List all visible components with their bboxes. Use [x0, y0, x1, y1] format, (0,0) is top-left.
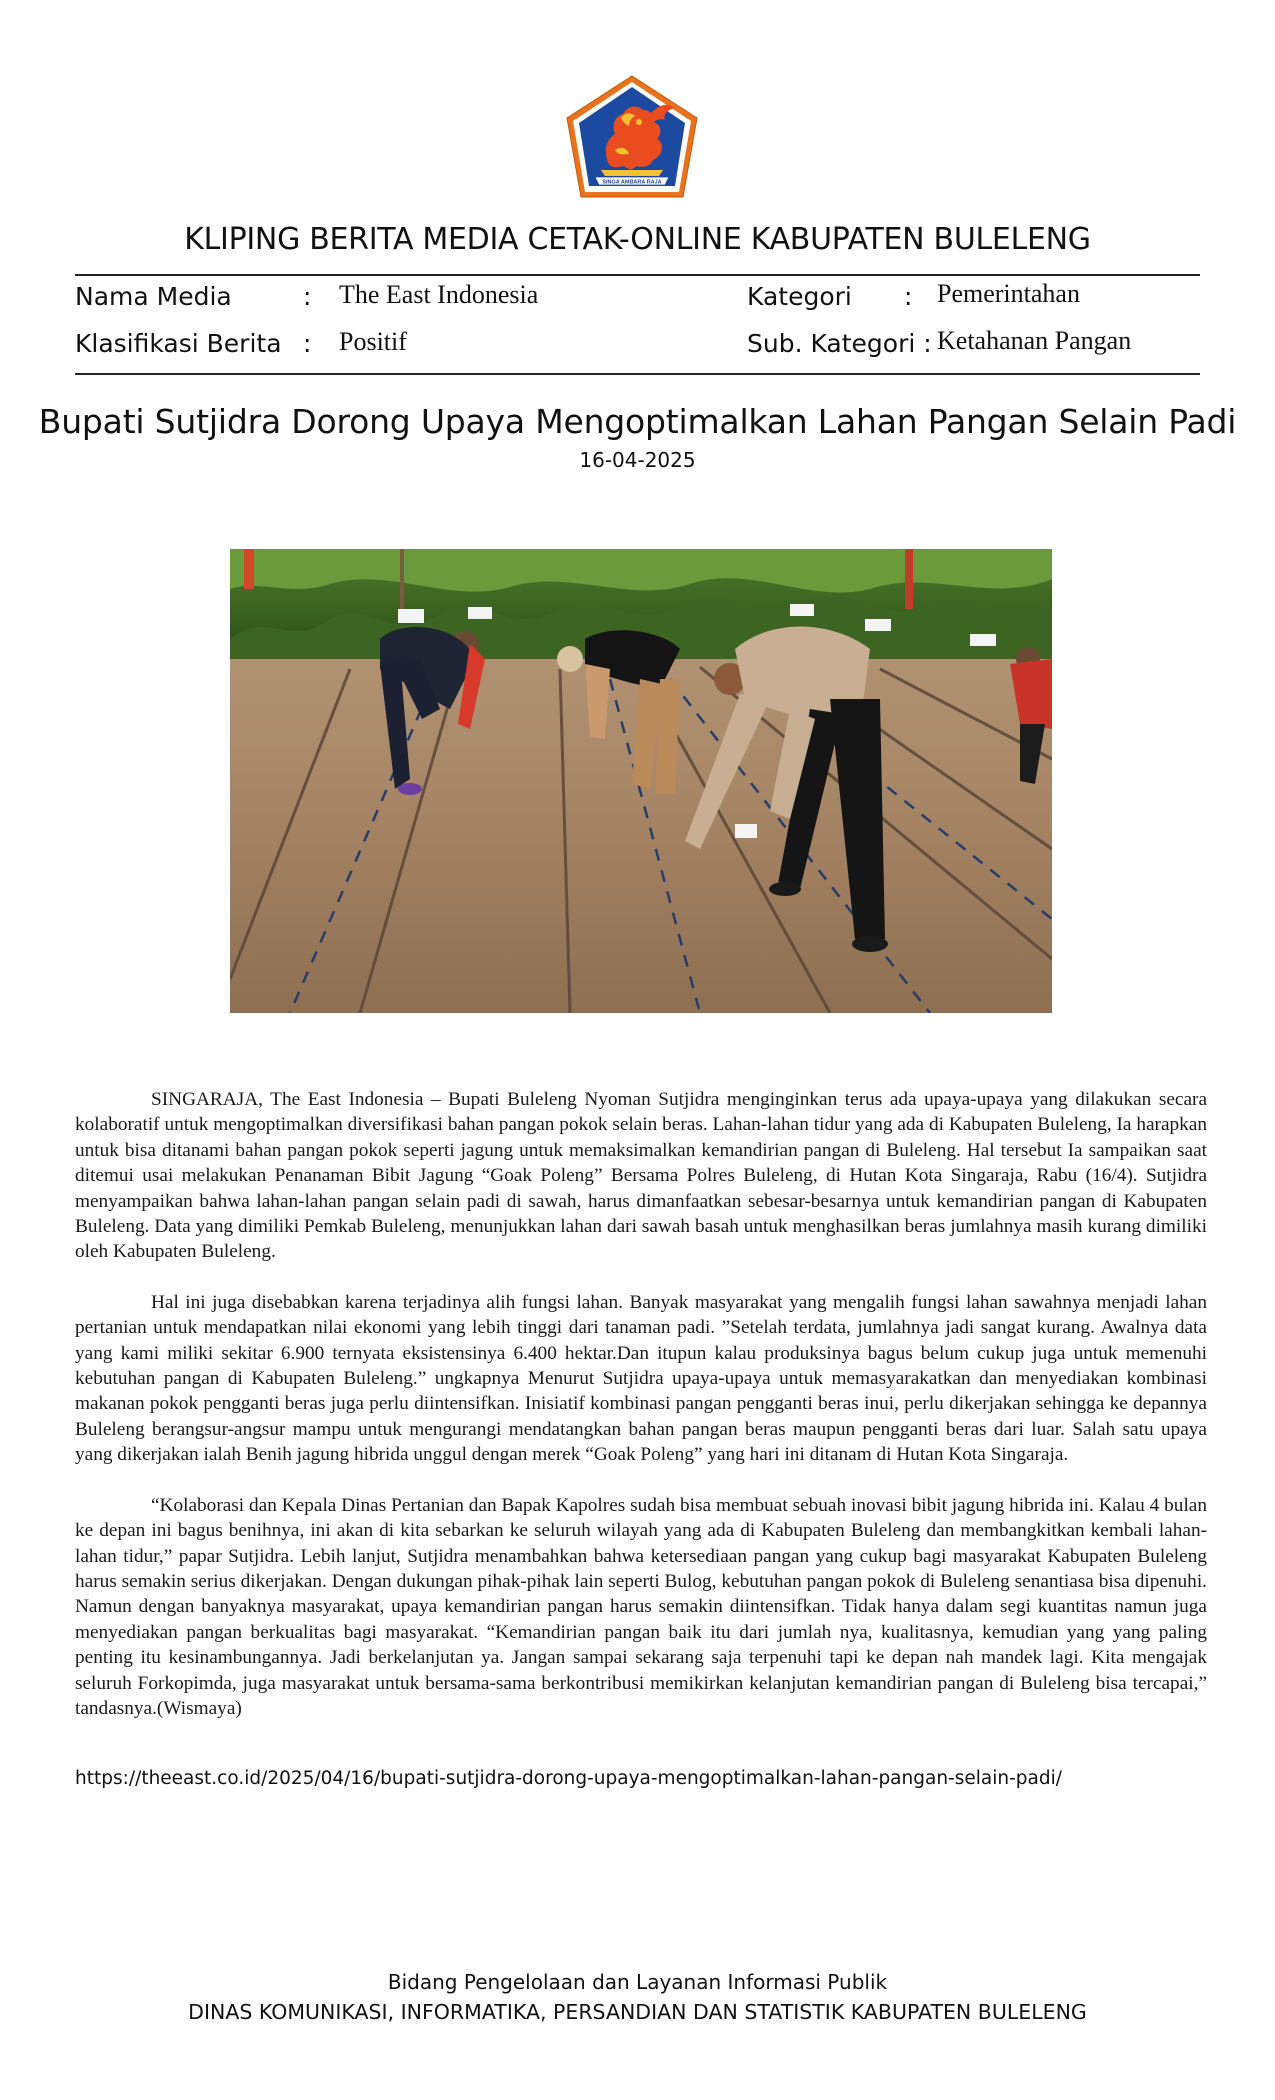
singa-ambara-raja-logo [565, 74, 700, 200]
kategori-value: Pemerintahan [937, 279, 1080, 308]
article-date: 16-04-2025 [579, 448, 696, 472]
logo-motto: SINGA AMBARA RAJA [602, 179, 662, 186]
header-top-rule [75, 274, 1200, 276]
klasifikasi-berita-label: Klasifikasi Berita [75, 329, 282, 358]
sub-kategori-value: Ketahanan Pangan [937, 326, 1132, 355]
article-headline: Bupati Sutjidra Dorong Upaya Mengoptimalkan Lahan Pangan Selain Padi [38, 402, 1237, 441]
article-body [75, 1087, 1207, 1746]
kategori-colon: : [904, 282, 913, 311]
klasifikasi-berita-colon: : [303, 329, 312, 358]
footer-department: Bidang Pengelolaan dan Layanan Informasi Publik [387, 1970, 888, 1994]
news-photo-corn-planting [230, 549, 1052, 1013]
header-bottom-rule [75, 373, 1200, 375]
nama-media-label: Nama Media [75, 282, 232, 311]
klasifikasi-berita-value: Positif [339, 327, 407, 356]
article-paragraph: Hal ini juga disebabkan karena terjadinya alih fungsi lahan. Banyak masyarakat yang mengalih fungsi lahan sawahnya menjadi lahan pertanian untuk mendapatkan nilai ekonomi yang lebih tinggi dari tanaman padi. ”Setelah terdata, jumlahnya jadi sangat kurang. Awalnya data yang kami miliki sekitar 6.900 ternyata eksistensinya 6.400 hektar.Dan itupun kalau produksinya bagus belum cukup juga untuk memenuhi kebutuhan pangan di Kabupaten Buleleng.” ungkapnya Menurut Sutjidra upaya-upaya untuk memasyarakatkan dan menyediakan kombinasi makanan pokok pengganti beras juga perlu diintensifkan. Inisiatif kombinasi pangan pengganti beras inui, perlu dikerjakan sehingga ke depannya Buleleng berangsur-angsur mampu untuk mengurangi mendatangkan bahan pangan beras maupun pengganti beras dari luar. Salah satu upaya yang dikerjakan ialah Benih jagung hibrida unggul dengan merek “Goak Poleng” yang hari ini ditanam di Hutan Kota Singaraja. [75, 1291, 1207, 1466]
clipping-header-title: KLIPING BERITA MEDIA CETAK-ONLINE KABUPATEN BULELENG [184, 222, 1091, 257]
kategori-label: Kategori [747, 282, 852, 311]
article-paragraph: SINGARAJA, The East Indonesia – Bupati Buleleng Nyoman Sutjidra menginginkan terus ada upaya-upaya yang dilakukan secara kolaboratif untuk mengoptimalkan diversifikasi bahan pangan pokok selain beras. Lahan-lahan tidur yang ada di Kabupaten Buleleng, Ia harapkan untuk bisa ditanami bahan pangan pokok seperti jagung untuk memaksimalkan kemandirian pangan di Buleleng. Hal tersebut Ia sampaikan saat ditemui usai melakukan Penanaman Bibit Jagung “Goak Poleng” Bersama Polres Buleleng, di Hutan Kota Singaraja, Rabu (16/4). Sutjidra menyampaikan bahwa lahan-lahan pangan selain padi di sawah, harus dimanfaatkan sebesar-besarnya untuk kemandirian pangan di Kabupaten Buleleng. Data yang dimiliki Pemkab Buleleng, menunjukkan lahan dari sawah basah untuk menghasilkan beras jumlahnya masih kurang dimiliki oleh Kabupaten Buleleng. [75, 1089, 1207, 1263]
source-url-link[interactable]: https://theeast.co.id/2025/04/16/bupati-sutjidra-dorong-upaya-mengoptimalkan-lahan-pangan-selain-padi/ [75, 1768, 1062, 1789]
footer-agency: DINAS KOMUNIKASI, INFORMATIKA, PERSANDIAN DAN STATISTIK KABUPATEN BULELENG [188, 2000, 1087, 2024]
nama-media-colon: : [303, 282, 312, 311]
article-paragraph: “Kolaborasi dan Kepala Dinas Pertanian dan Bapak Kapolres sudah bisa membuat sebuah inovasi bibit jagung hibrida ini. Kalau 4 bulan ke depan ini bagus benihnya, ini akan di kita sebarkan ke seluruh wilayah yang ada di Kabupaten Buleleng dan membangkitkan kembali lahan-lahan tidur,” papar Sutjidra. Lebih lanjut, Sutjidra menambahkan bahwa ketersediaan pangan yang cukup bagi masyarakat Kabupaten Buleleng harus semakin serius dikerjakan. Dengan dukungan pihak-pihak lain seperti Bulog, kebutuhan pangan pokok di Buleleng senantiasa bisa dipenuhi. Namun dengan banyaknya masyarakat, upaya kemandirian pangan harus semakin diintensifkan. Tidak hanya dalam segi kuantitas namun juga menyediakan pangan berkualitas bagi masyarakat. “Kemandirian pangan baik itu dari jumlah nya, kualitasnya, kemudian yang yang paling penting itu kesinambungannya. Jadi berkelanjutan ya. Jangan sampai sekarang saja terpenuhi tapi ke depan nah mandek lagi. Kita mengajak seluruh Forkopimda, juga masyarakat untuk bersama-sama berkontribusi memikirkan kelanjutan kemandirian pangan di Buleleng bisa tercapai,” tandasnya.(Wismaya) [75, 1494, 1207, 1719]
sub-kategori-label: Sub. Kategori : [747, 329, 932, 358]
nama-media-value: The East Indonesia [339, 280, 539, 309]
